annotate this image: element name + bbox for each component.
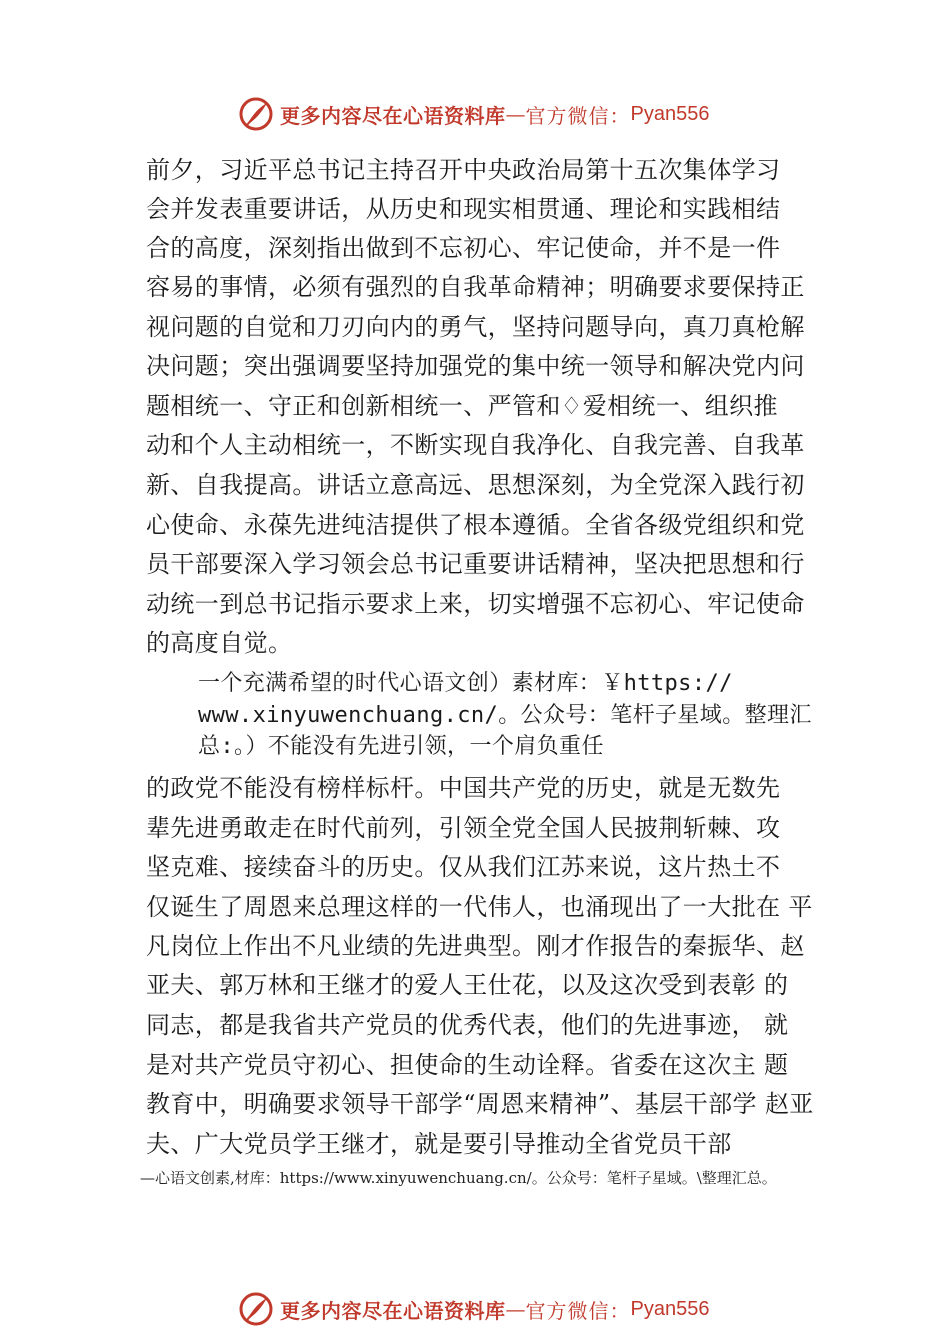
ad-line: www.xinyuwenchuang.cn/。公众号：笔杆子星域。整理汇	[198, 703, 812, 728]
footer-separator: —	[505, 1297, 526, 1321]
footer-wechat-handle: Pyan556	[630, 1297, 710, 1320]
quill-logo-icon	[238, 96, 274, 132]
footer-wechat-label: 官方微信：	[525, 1298, 631, 1323]
text-line: 视问题的自觉和刀刃向内的勇气，坚持问题导向，真刀真枪解	[146, 313, 805, 341]
text-line: 动和个人主动相统一，不断实现自我净化、自我完善、自我革	[146, 431, 805, 459]
text-line: 决问题；突出强调要坚持加强党的集中统一领导和解决党内问	[146, 352, 805, 380]
text-line: 会并发表重要讲话，从历史和现实相贯通、理论和实践相结	[146, 195, 781, 223]
footer-brand: 更多内容尽在心语资料库	[280, 1298, 506, 1323]
quill-logo-icon	[238, 1291, 274, 1327]
text-line: 的高度自觉。	[146, 629, 293, 657]
text-line: 的政党不能没有榜样标杆。中国共产党的历史，就是无数先	[146, 774, 781, 802]
text-line: 新、自我提高。讲话立意高远、思想深刻，为全党深入践行初	[146, 471, 805, 499]
text-line: 同志，都是我省共产党员的优秀代表，他们的先进事迹， 就	[146, 1011, 789, 1039]
header-brand: 更多内容尽在心语资料库	[280, 103, 506, 128]
header-separator: —	[505, 102, 526, 126]
header-banner	[238, 95, 709, 133]
footer-note: —心语文创素,材库：https://www.xinyuwenchuang.cn/。公众号：笔杆子星域。\整理汇总。	[140, 1169, 777, 1187]
text-line: 夫、广大党员学王继才，就是要引导推动全省党员干部	[146, 1130, 732, 1158]
text-line: 前夕，习近平总书记主持召开中央政治局第十五次集体学习	[146, 156, 781, 184]
text-line: 题相统一、守正和创新相统一、严管和♢爱相统一、组织推	[146, 392, 778, 420]
ad-line: 总:。）不能没有先进引领，一个肩负重任	[198, 734, 604, 759]
text-line: 坚克难、接续奋斗的历史。仅从我们江苏来说，这片热土不	[146, 853, 781, 881]
text-line: 心使命、永葆先进纯洁提供了根本遵循。全省各级党组织和党	[146, 511, 805, 539]
header-wechat-label: 官方微信：	[525, 103, 631, 128]
text-line: 辈先进勇敢走在时代前列，引领全党全国人民披荆斩棘、攻	[146, 814, 781, 842]
footer-banner	[238, 1290, 709, 1328]
text-line: 亚夫、郭万林和王继才的爱人王仕花，以及这次受到表彰 的	[146, 971, 789, 999]
text-line: 容易的事情，必须有强烈的自我革命精神；明确要求要保持正	[146, 273, 805, 301]
ad-line: 一个充满希望的时代心语文创）素材库：￥https://	[198, 671, 733, 696]
text-line: 仅诞生了周恩来总理这样的一代伟人，也涌现出了一大批在 平	[146, 893, 813, 921]
header-wechat-handle: Pyan556	[630, 102, 710, 125]
text-line: 教育中，明确要求领导干部学“周恩来精神”、基层干部学 赵亚	[146, 1090, 814, 1118]
text-line: 凡岗位上作出不凡业绩的先进典型。刚才作报告的秦振华、赵	[146, 932, 805, 960]
text-line: 员干部要深入学习领会总书记重要讲话精神，坚决把思想和行	[146, 550, 805, 578]
text-line: 是对共产党员守初心、担使命的生动诠释。省委在这次主 题	[146, 1051, 789, 1079]
text-line: 合的高度，深刻指出做到不忘初心、牢记使命，并不是一件	[146, 234, 781, 262]
text-line: 动统一到总书记指示要求上来，切实增强不忘初心、牢记使命	[146, 590, 805, 618]
